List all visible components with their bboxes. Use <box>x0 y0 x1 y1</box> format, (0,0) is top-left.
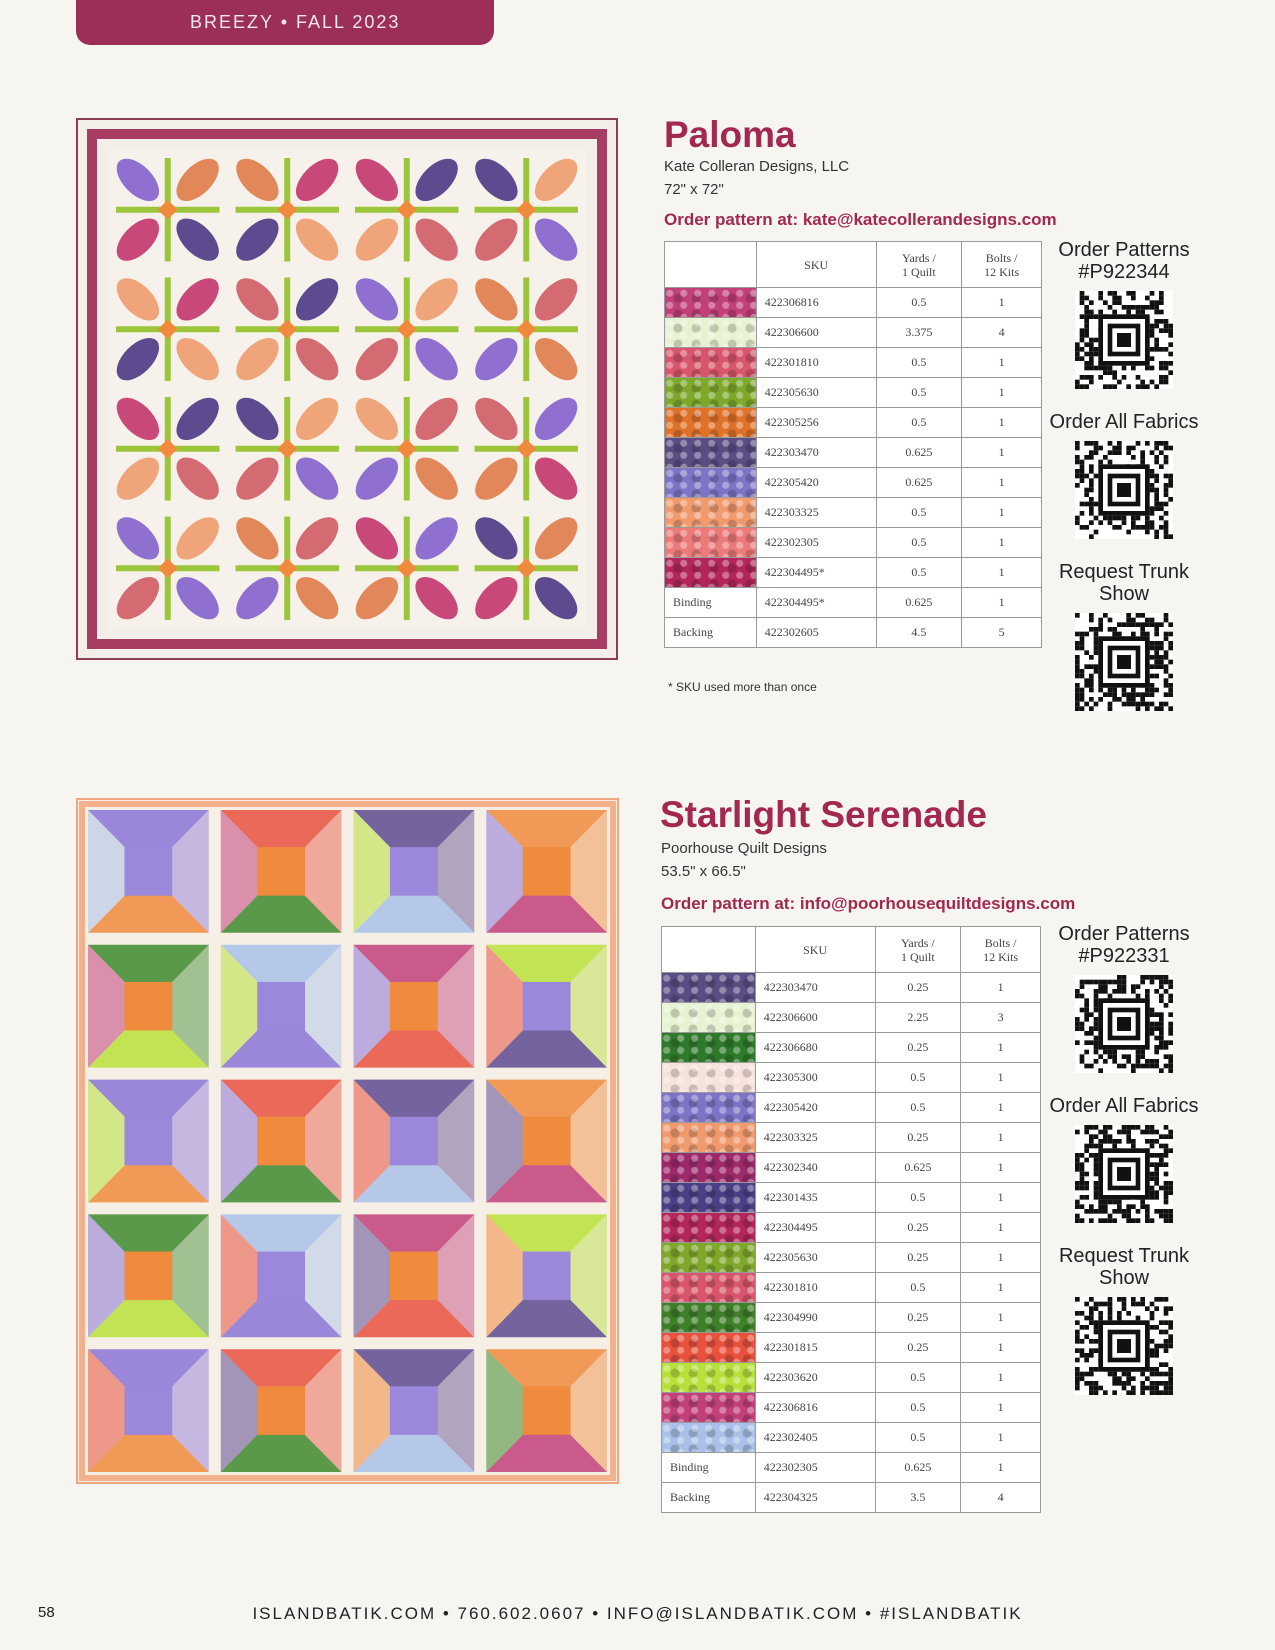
swatch-header <box>665 242 757 288</box>
bolts-cell: 4 <box>962 318 1042 348</box>
yards-cell: 3.5 <box>875 1483 961 1513</box>
table-row <box>665 438 1042 468</box>
fabric-swatch <box>662 1243 756 1273</box>
pattern-title: Starlight Serenade <box>660 794 987 835</box>
fabric-swatch <box>665 348 757 378</box>
bolts-cell: 1 <box>961 1123 1041 1153</box>
pattern-meta <box>664 155 849 201</box>
bolts-cell: 1 <box>962 438 1042 468</box>
qr-column <box>1049 923 1199 1417</box>
sku-cell: 422304495* <box>756 588 876 618</box>
yards-cell: 0.5 <box>876 498 962 528</box>
bolts-header: Bolts / 12 Kits <box>961 927 1041 973</box>
bolts-cell: 1 <box>962 288 1042 318</box>
fabric-table <box>661 926 1041 1513</box>
sku-cell: 422302340 <box>755 1153 875 1183</box>
row-label: Backing <box>662 1483 756 1513</box>
sku-cell: 422306600 <box>756 318 876 348</box>
fabric-swatch <box>665 558 757 588</box>
yards-cell: 2.25 <box>875 1003 961 1033</box>
yards-cell: 0.5 <box>876 378 962 408</box>
sku-cell: 422305256 <box>756 408 876 438</box>
fabric-swatch <box>665 378 757 408</box>
qr-label-order-fabrics: Order All Fabrics <box>1049 1095 1199 1117</box>
sku-cell: 422305630 <box>755 1243 875 1273</box>
table-header-row <box>665 242 1042 288</box>
bolts-cell: 1 <box>961 1363 1041 1393</box>
yards-cell: 0.5 <box>875 1093 961 1123</box>
table-row <box>662 1123 1041 1153</box>
designer-name: Kate Colleran Designs, LLC <box>664 158 850 175</box>
table-row <box>665 588 1042 618</box>
fabric-swatch <box>662 1003 756 1033</box>
designer-name: Poorhouse Quilt Designs <box>661 840 827 857</box>
bolts-cell: 1 <box>961 1243 1041 1273</box>
bolts-cell: 1 <box>961 1153 1041 1183</box>
sku-cell: 422305300 <box>755 1063 875 1093</box>
sku-cell: 422305630 <box>756 378 876 408</box>
sku-cell: 422301810 <box>755 1273 875 1303</box>
table-row <box>665 468 1042 498</box>
bolts-cell: 1 <box>962 468 1042 498</box>
yards-cell: 0.625 <box>875 1453 961 1483</box>
table-row <box>665 618 1042 648</box>
yards-cell: 0.5 <box>875 1183 961 1213</box>
bolts-cell: 1 <box>961 1183 1041 1213</box>
quilt-image-starlight-serenade <box>76 798 619 1484</box>
table-header-row <box>662 927 1041 973</box>
sku-cell: 422306600 <box>755 1003 875 1033</box>
fabric-swatch <box>662 1033 756 1063</box>
sku-header: SKU <box>756 242 876 288</box>
quilt-image-paloma <box>76 118 618 660</box>
sku-cell: 422306680 <box>755 1033 875 1063</box>
order-pattern-link[interactable]: Order pattern at: info@poorhousequiltdesigns.com <box>661 894 1076 913</box>
fabric-swatch <box>665 318 757 348</box>
quilt-size: 53.5" x 66.5" <box>661 863 746 880</box>
yards-cell: 4.5 <box>876 618 962 648</box>
sku-cell: 422305420 <box>755 1093 875 1123</box>
bolts-cell: 1 <box>961 1093 1041 1123</box>
qr-label-order-fabrics: Order All Fabrics <box>1049 411 1199 433</box>
table-row <box>662 1303 1041 1333</box>
fabric-swatch <box>662 1093 756 1123</box>
sku-cell: 422303620 <box>755 1363 875 1393</box>
yards-cell: 0.625 <box>875 1153 961 1183</box>
table-row <box>665 528 1042 558</box>
table-row <box>665 498 1042 528</box>
sku-cell: 422303470 <box>755 973 875 1003</box>
yards-cell: 0.5 <box>875 1063 961 1093</box>
fabric-swatch <box>662 1393 756 1423</box>
sku-cell: 422303325 <box>755 1123 875 1153</box>
fabric-swatch <box>662 1423 756 1453</box>
bolts-cell: 5 <box>962 618 1042 648</box>
sku-cell: 422302305 <box>756 528 876 558</box>
yards-cell: 0.5 <box>876 528 962 558</box>
bolts-cell: 1 <box>962 408 1042 438</box>
bolts-cell: 1 <box>962 378 1042 408</box>
table-row <box>665 408 1042 438</box>
yards-cell: 0.25 <box>875 973 961 1003</box>
table-row <box>665 348 1042 378</box>
fabric-swatch <box>665 468 757 498</box>
order-pattern-link[interactable]: Order pattern at: kate@katecollerandesigns.com <box>664 210 1057 229</box>
yards-cell: 0.25 <box>875 1033 961 1063</box>
bolts-cell: 1 <box>961 1273 1041 1303</box>
bolts-cell: 1 <box>961 1033 1041 1063</box>
yards-cell: 0.625 <box>876 588 962 618</box>
table-row <box>662 1483 1041 1513</box>
table-row <box>662 1093 1041 1123</box>
bolts-cell: 1 <box>961 1303 1041 1333</box>
qr-code-icon[interactable] <box>1075 613 1173 711</box>
bolts-cell: 1 <box>961 1393 1041 1423</box>
yards-cell: 0.25 <box>875 1243 961 1273</box>
footnote: * SKU used more than once <box>668 680 817 694</box>
fabric-swatch <box>662 1213 756 1243</box>
sku-cell: 422301810 <box>756 348 876 378</box>
sku-cell: 422306816 <box>756 288 876 318</box>
sku-cell: 422302305 <box>755 1453 875 1483</box>
bolts-header: Bolts / 12 Kits <box>962 242 1042 288</box>
yards-cell: 0.25 <box>875 1303 961 1333</box>
bolts-cell: 1 <box>962 528 1042 558</box>
sku-cell: 422305420 <box>756 468 876 498</box>
pattern-meta <box>661 837 827 883</box>
row-label: Backing <box>665 618 757 648</box>
yards-cell: 0.5 <box>876 288 962 318</box>
yards-header: Yards / 1 Quilt <box>876 242 962 288</box>
table-row <box>662 1453 1041 1483</box>
yards-header: Yards / 1 Quilt <box>875 927 961 973</box>
table-row <box>662 1183 1041 1213</box>
qr-label-trunk-show: Request Trunk Show <box>1058 1245 1190 1289</box>
fabric-swatch <box>662 1333 756 1363</box>
yards-cell: 0.5 <box>876 408 962 438</box>
table-row <box>665 288 1042 318</box>
table-row <box>662 1153 1041 1183</box>
swatch-header <box>662 927 756 973</box>
table-row <box>662 1423 1041 1453</box>
fabric-table <box>664 241 1042 648</box>
row-label: Binding <box>662 1453 756 1483</box>
quilt-size: 72" x 72" <box>664 181 724 198</box>
table-row <box>662 1063 1041 1093</box>
table-row <box>662 1033 1041 1063</box>
fabric-swatch <box>665 408 757 438</box>
fabric-swatch <box>662 1153 756 1183</box>
yards-cell: 3.375 <box>876 318 962 348</box>
table-row <box>662 1003 1041 1033</box>
header-tab <box>76 0 494 45</box>
sku-cell: 422303470 <box>756 438 876 468</box>
bolts-cell: 1 <box>962 498 1042 528</box>
qr-label-order-patterns: Order Patterns #P922344 <box>1058 239 1190 283</box>
table-row <box>662 973 1041 1003</box>
qr-code-icon[interactable] <box>1075 441 1173 539</box>
bolts-cell: 1 <box>961 1453 1041 1483</box>
footer-contact: ISLANDBATIK.COM • 760.602.0607 • INFO@ISLANDBATIK.COM • #ISLANDBATIK <box>252 1604 1023 1623</box>
qr-code-icon[interactable] <box>1075 1125 1173 1223</box>
fabric-swatch <box>662 1273 756 1303</box>
fabric-swatch <box>662 1063 756 1093</box>
bolts-cell: 1 <box>962 348 1042 378</box>
yards-cell: 0.25 <box>875 1333 961 1363</box>
table-row <box>662 1363 1041 1393</box>
fabric-swatch <box>662 1303 756 1333</box>
table-row <box>662 1273 1041 1303</box>
qr-label-order-patterns: Order Patterns #P922331 <box>1058 923 1190 967</box>
fabric-swatch <box>662 973 756 1003</box>
sku-cell: 422304495 <box>755 1213 875 1243</box>
sku-cell: 422302605 <box>756 618 876 648</box>
fabric-swatch <box>665 498 757 528</box>
qr-code-icon[interactable] <box>1075 1297 1173 1395</box>
bolts-cell: 1 <box>961 1423 1041 1453</box>
yards-cell: 0.5 <box>875 1393 961 1423</box>
yards-cell: 0.625 <box>876 468 962 498</box>
yards-cell: 0.625 <box>876 438 962 468</box>
sku-header: SKU <box>755 927 875 973</box>
yards-cell: 0.5 <box>876 348 962 378</box>
qr-label-trunk-show: Request Trunk Show <box>1058 561 1190 605</box>
qr-column <box>1049 239 1199 733</box>
yards-cell: 0.25 <box>875 1213 961 1243</box>
bolts-cell: 4 <box>961 1483 1041 1513</box>
header-tab-text: BREEZY • FALL 2023 <box>190 12 401 32</box>
bolts-cell: 1 <box>961 1213 1041 1243</box>
table-row <box>662 1333 1041 1363</box>
table-row <box>662 1213 1041 1243</box>
table-row <box>665 318 1042 348</box>
table-row <box>665 558 1042 588</box>
yards-cell: 0.5 <box>875 1363 961 1393</box>
table-row <box>662 1243 1041 1273</box>
sku-cell: 422304990 <box>755 1303 875 1333</box>
qr-code-icon[interactable] <box>1075 975 1173 1073</box>
yards-cell: 0.5 <box>876 558 962 588</box>
yards-cell: 0.5 <box>875 1273 961 1303</box>
fabric-swatch <box>665 438 757 468</box>
table-row <box>665 378 1042 408</box>
fabric-swatch <box>662 1123 756 1153</box>
page-number: 58 <box>38 1604 55 1621</box>
row-label: Binding <box>665 588 757 618</box>
sku-cell: 422304495* <box>756 558 876 588</box>
sku-cell: 422301815 <box>755 1333 875 1363</box>
sku-cell: 422303325 <box>756 498 876 528</box>
bolts-cell: 3 <box>961 1003 1041 1033</box>
qr-code-icon[interactable] <box>1075 291 1173 389</box>
bolts-cell: 1 <box>962 588 1042 618</box>
bolts-cell: 1 <box>961 973 1041 1003</box>
bolts-cell: 1 <box>961 1063 1041 1093</box>
sku-cell: 422306816 <box>755 1393 875 1423</box>
bolts-cell: 1 <box>961 1333 1041 1363</box>
bolts-cell: 1 <box>962 558 1042 588</box>
yards-cell: 0.25 <box>875 1123 961 1153</box>
fabric-swatch <box>662 1183 756 1213</box>
sku-cell: 422302405 <box>755 1423 875 1453</box>
fabric-swatch <box>665 288 757 318</box>
pattern-title: Paloma <box>664 114 796 155</box>
table-row <box>662 1393 1041 1423</box>
fabric-swatch <box>665 528 757 558</box>
sku-cell: 422301435 <box>755 1183 875 1213</box>
sku-cell: 422304325 <box>755 1483 875 1513</box>
fabric-swatch <box>662 1363 756 1393</box>
yards-cell: 0.5 <box>875 1423 961 1453</box>
